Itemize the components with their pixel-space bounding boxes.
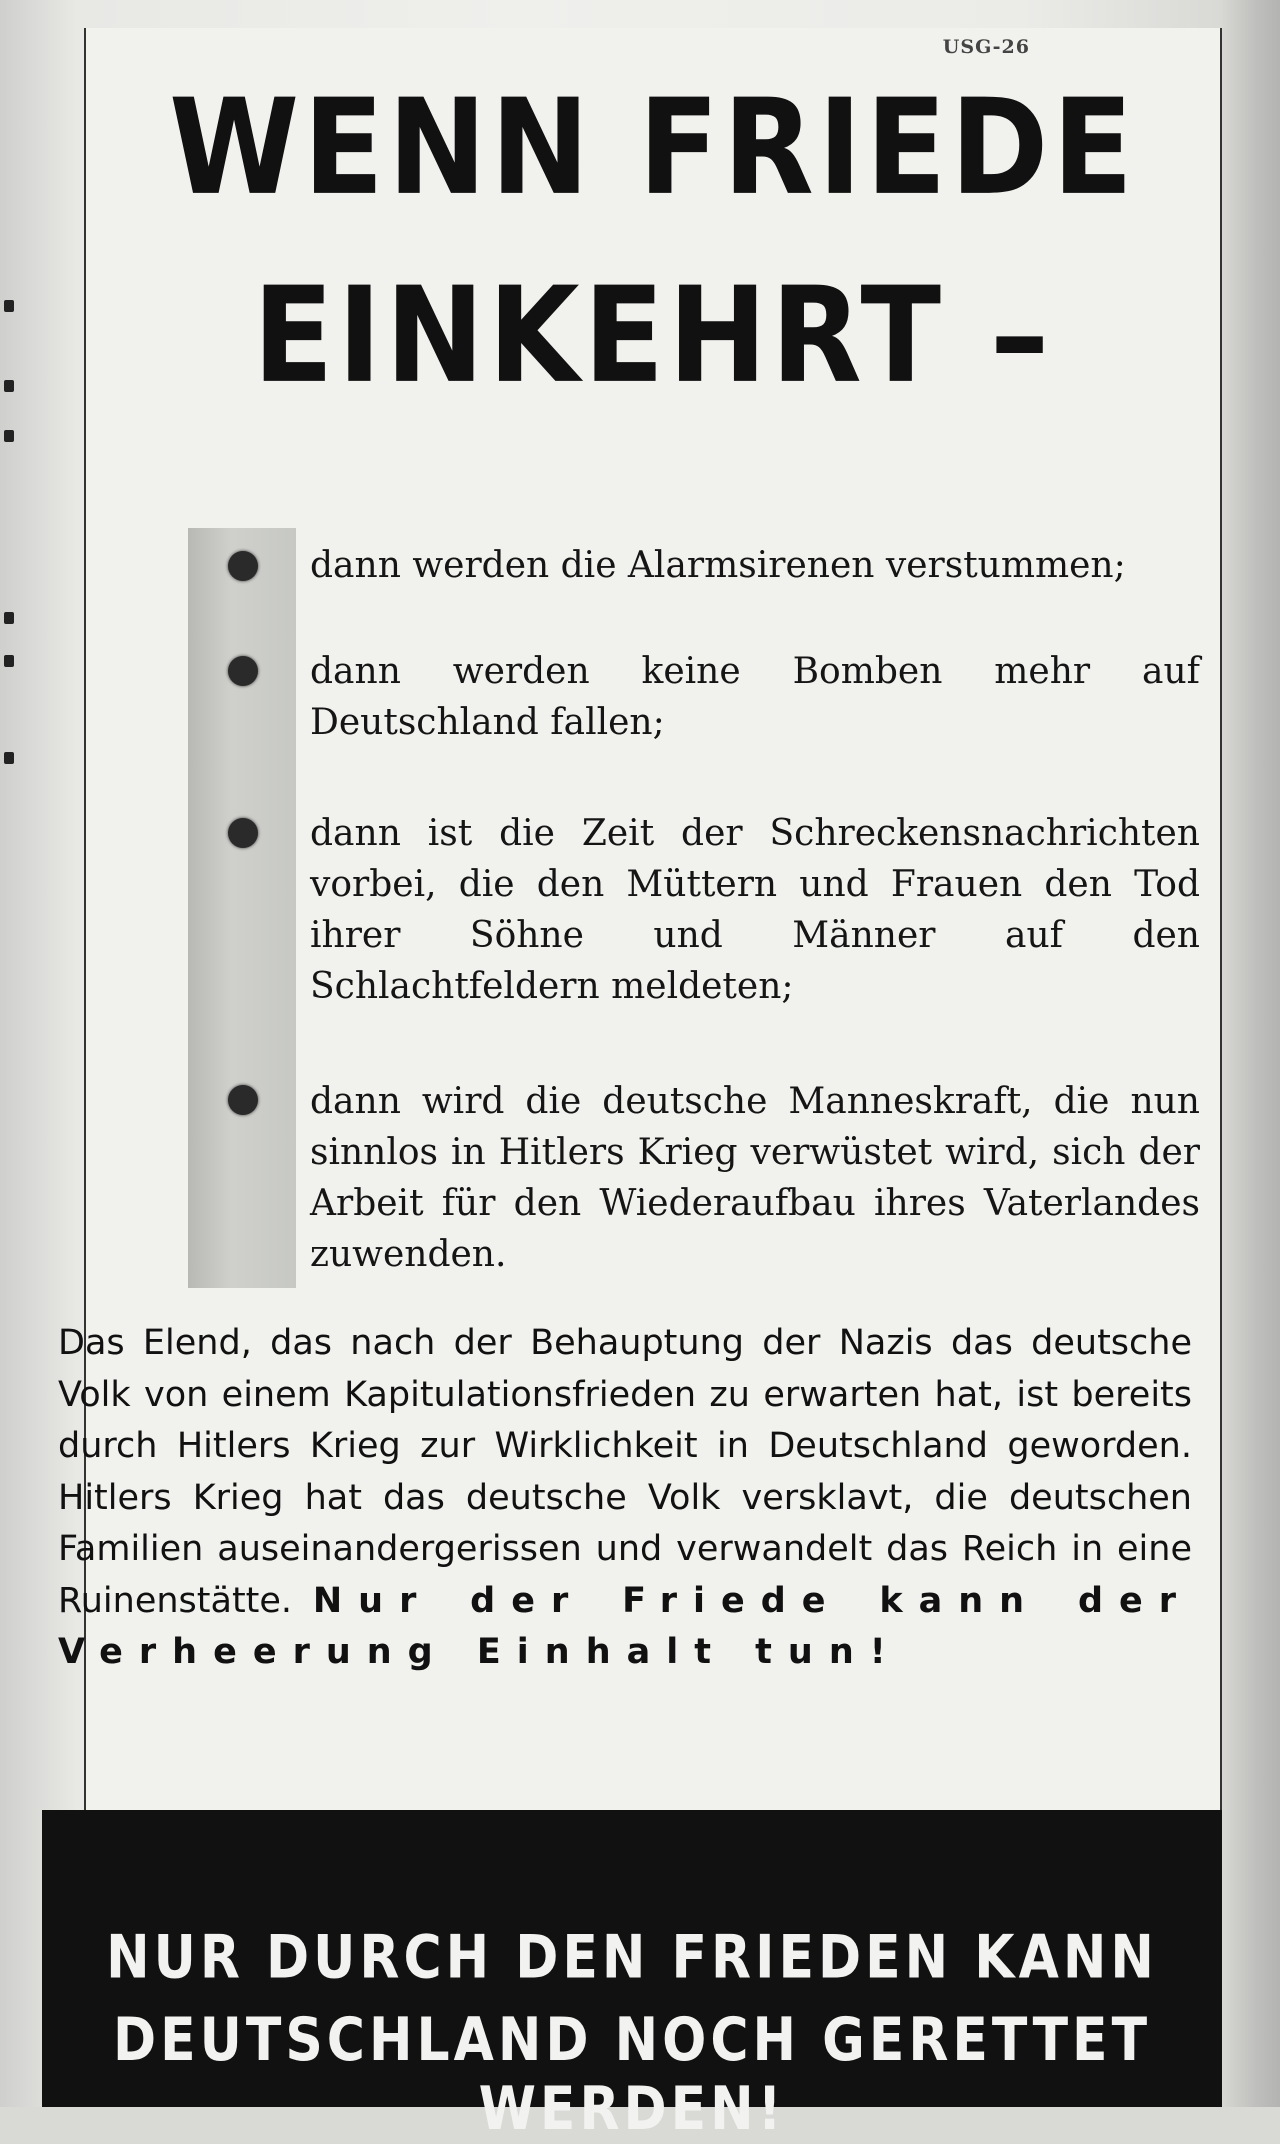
- leaflet: [84, 28, 1222, 2090]
- footer-line-1: NUR DURCH DEN FRIEDEN KANN: [106, 1923, 1158, 1993]
- bullet-dot-icon: [228, 551, 258, 581]
- footer-line-2: DEUTSCHLAND NOCH GERETTET WERDEN!: [112, 2006, 1152, 2144]
- margin-fragment: [4, 380, 14, 392]
- bullet-dot-icon: [228, 656, 258, 686]
- headline-line-2: EINKEHRT –: [252, 257, 1054, 413]
- margin-fragment: [4, 612, 14, 624]
- footer-banner: [42, 1810, 1222, 2144]
- body-text: Das Elend, das nach der Behauptung der Nazis das deutsche Volk von einem Kapitulationsfrieden zu erwarten hat, ist bereits durch Hitlers Krieg zur Wirklichkeit in Deutschland geworden. Hitlers Krieg hat das deutsche Volk versklavt, die deutschen Familien auseinandergerissen und verwandelt das Reich in eine Ruinenstätte.: [58, 1323, 1192, 1621]
- bullet-item: dann wird die deutsche Manneskraft, die nun sinnlos in Hitlers Krieg verwüstet wird, sich der Arbeit für den Wiederaufbau ihres Vaterlandes zuwenden.: [310, 1081, 1200, 1275]
- bullet-item: dann werden die Alarmsirenen verstummen;: [310, 545, 1126, 586]
- margin-fragment: [4, 655, 14, 667]
- margin-fragment: [4, 752, 14, 764]
- headline-line-1: WENN FRIEDE: [169, 69, 1137, 225]
- bullet-item: dann werden keine Bomben mehr auf Deutschland fallen;: [310, 651, 1200, 743]
- bullet-item: dann ist die Zeit der Schreckensnachrichten vorbei, die den Müttern und Frauen den Tod ihrer Söhne und Männer auf den Schlachtfeldern meldeten;: [310, 813, 1200, 1007]
- margin-fragment: [4, 430, 14, 442]
- body-emphasis: Nur der Friede kann der Verheerung Einhalt tun!: [58, 1580, 1192, 1672]
- bullet-bar: [188, 528, 296, 1288]
- page-edge-shadow: [1220, 0, 1280, 2107]
- margin-fragment: [4, 300, 14, 312]
- bullet-dot-icon: [228, 1085, 258, 1115]
- document-code: USG-26: [942, 36, 1030, 58]
- bullet-dot-icon: [228, 818, 258, 848]
- body-paragraph: [58, 1318, 1192, 1679]
